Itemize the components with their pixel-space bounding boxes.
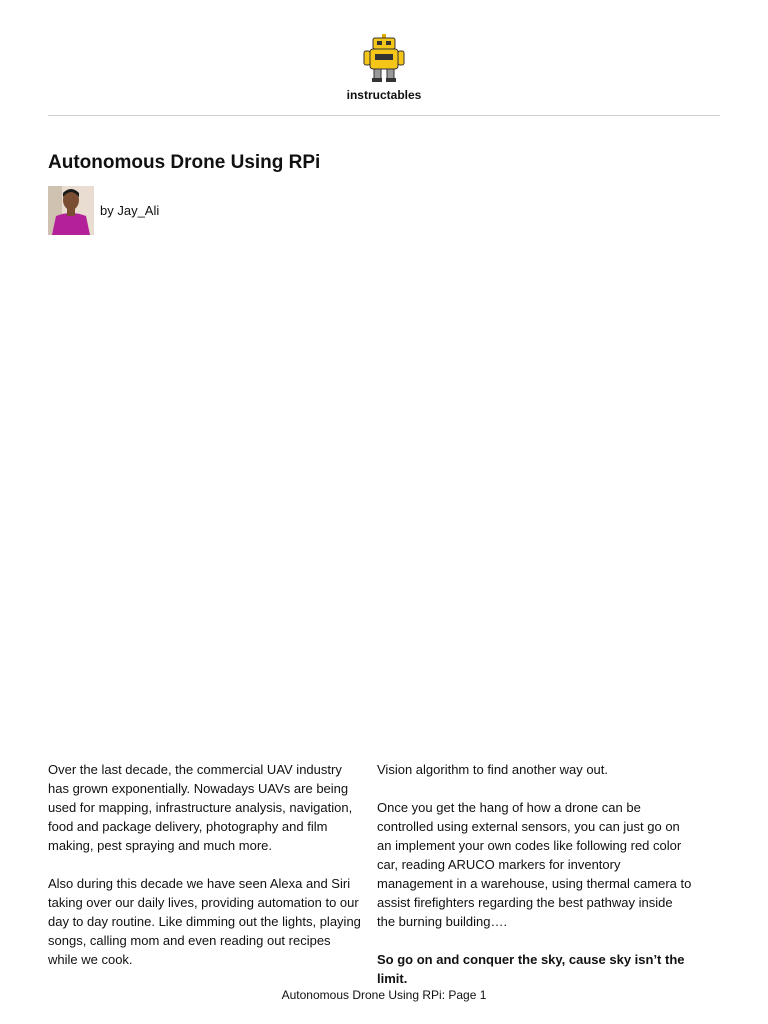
author-byline[interactable]: by Jay_Ali [100,203,160,218]
paragraph: Vision algorithm to find another way out. [377,762,609,777]
instructables-robot-logo-icon[interactable] [360,33,408,85]
page-header [0,0,768,116]
body-column-right [377,760,692,1007]
page-footer: Autonomous Drone Using RPi: Page 1 [281,988,487,1002]
article-title: Autonomous Drone Using RPi [48,152,321,173]
brand-name[interactable]: instructables [346,88,422,102]
header-divider [48,115,720,116]
paragraph: Also during this decade we have seen Alexa and Siri taking over our daily lives, providing automation to our day to day routine. Like dimming out the lights, playing songs, calling mom and even reading out recipes while we cook. [48,876,361,967]
author-avatar[interactable] [48,186,94,235]
body-column-left [48,760,363,988]
paragraph: Once you get the hang of how a drone can be controlled using external sensors, you can just go on an implement your own codes like following red color car, reading ARUCO markers for inventory management in a warehouse, using thermal camera to assist firefighters regarding the best pathway inside the burning building…. [377,800,692,929]
closing-statement: So go on and conquer the sky, cause sky isn’t the limit. [377,952,685,986]
paragraph: Over the last decade, the commercial UAV industry has grown exponentially. Nowadays UAVs are being used for mapping, infrastructure analysis, navigation, food and package delivery, photography and film making, pest spraying and much more. [48,762,353,853]
